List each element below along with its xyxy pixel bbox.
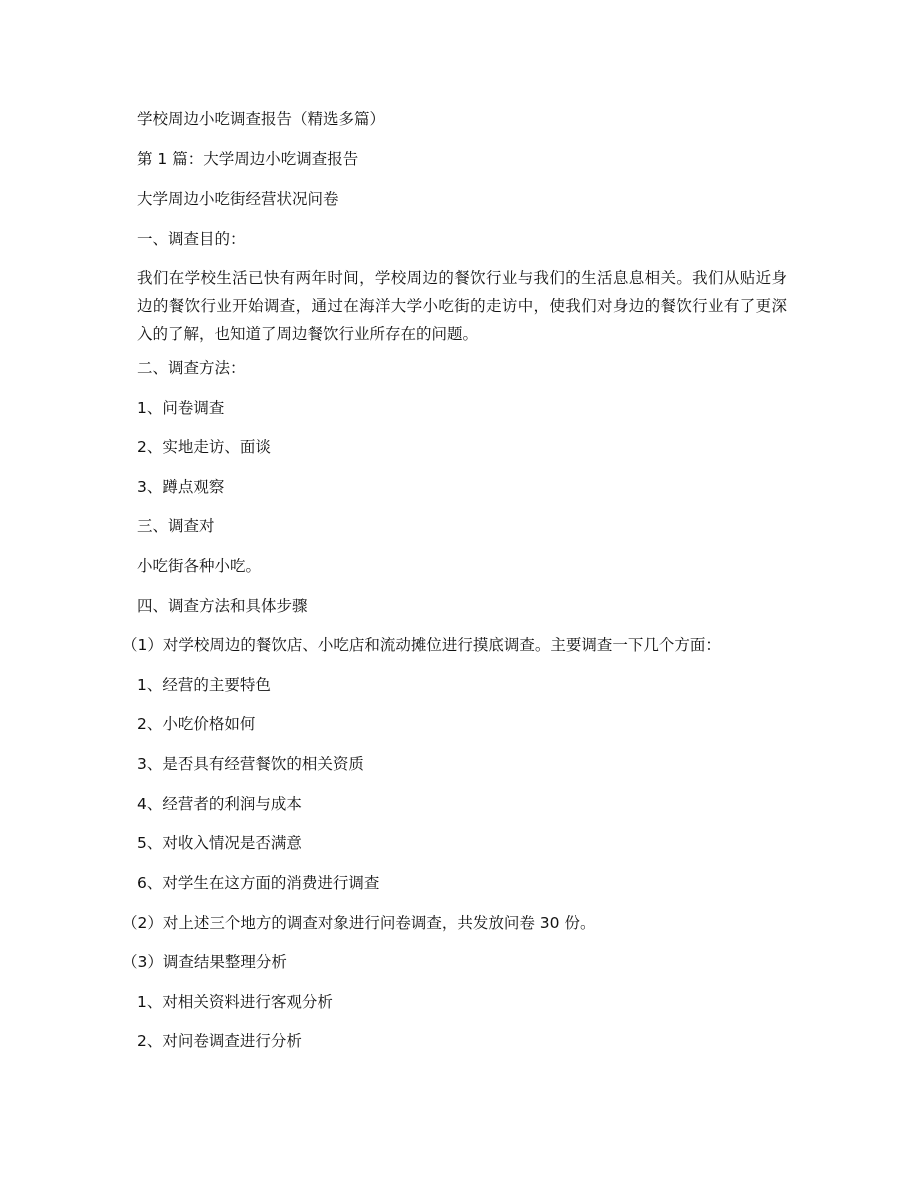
purpose-paragraph: 我们在学校生活已快有两年时间，学校周边的餐饮行业与我们的生活息息相关。我们从贴近身边的餐饮行业开始调查，通过在海洋大学小吃街的走访中，使我们对身边的餐饮行业有了更深入的了解，也知道了周边餐饮行业所存在的问题。 — [137, 269, 787, 343]
aspect-item: 2、小吃价格如何 — [137, 715, 256, 733]
analysis-item: 1、对相关资料进行客观分析 — [137, 993, 333, 1011]
object-heading: 三、调查对 — [137, 517, 215, 535]
method-item: 3、蹲点观察 — [137, 478, 225, 496]
aspect-item: 5、对收入情况是否满意 — [137, 834, 302, 852]
aspect-item: 4、经营者的利润与成本 — [137, 795, 302, 813]
method-heading: 二、调查方法： — [137, 359, 246, 377]
method-item: 2、实地走访、面谈 — [137, 438, 271, 456]
step-2: （2）对上述三个地方的调查对象进行问卷调查，共发放问卷 30 份。 — [122, 914, 596, 932]
chapter-heading: 第 1 篇：大学周边小吃调查报告 — [137, 150, 359, 168]
analysis-item: 2、对问卷调查进行分析 — [137, 1032, 302, 1050]
object-text: 小吃街各种小吃。 — [137, 557, 262, 575]
aspect-item: 3、是否具有经营餐饮的相关资质 — [137, 755, 364, 773]
subtitle: 大学周边小吃街经营状况问卷 — [137, 190, 339, 208]
aspect-item: 1、经营的主要特色 — [137, 676, 271, 694]
steps-heading: 四、调查方法和具体步骤 — [137, 597, 308, 615]
document-title: 学校周边小吃调查报告（精选多篇） — [137, 110, 386, 128]
aspect-item: 6、对学生在这方面的消费进行调查 — [137, 874, 380, 892]
method-item: 1、问卷调查 — [137, 399, 225, 417]
step-3: （3）调查结果整理分析 — [122, 953, 287, 971]
step-1: （1）对学校周边的餐饮店、小吃店和流动摊位进行摸底调查。主要调查一下几个方面： — [122, 636, 721, 654]
purpose-heading: 一、调查目的： — [137, 230, 246, 248]
